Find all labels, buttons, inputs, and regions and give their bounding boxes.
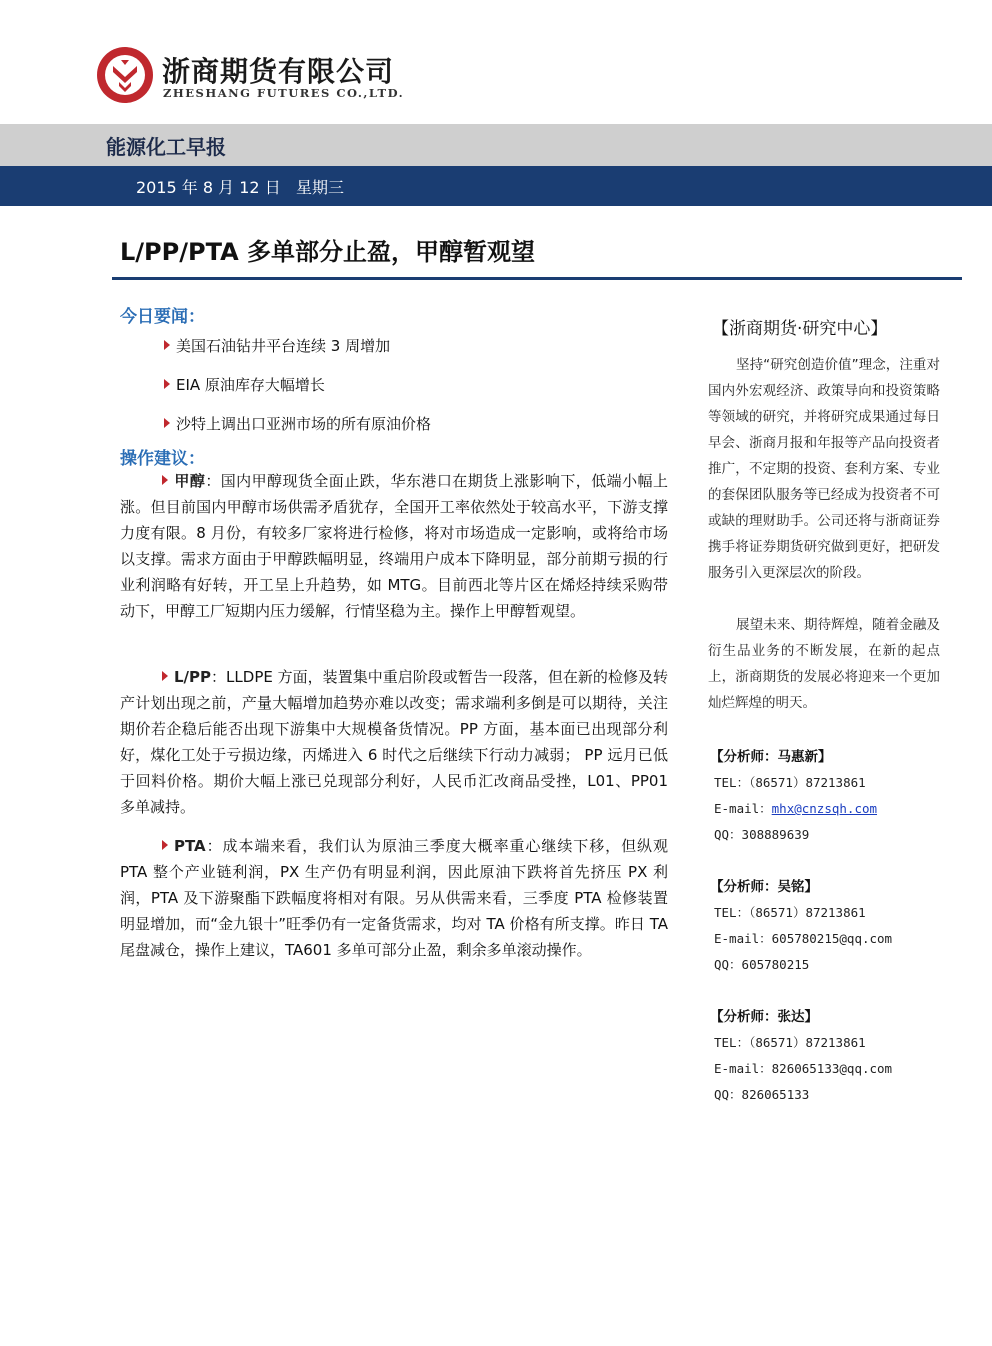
analyst-name: 【分析师：张达】 [710, 1009, 818, 1025]
company-logo-icon [96, 46, 154, 104]
news-item: 美国石油钻井平台连续 3 周增加 [164, 335, 390, 356]
analyst-email-text: 826065133@qq.com [771, 1061, 893, 1076]
analyst-email-link[interactable]: mhx@cnzsqh.com [771, 801, 878, 816]
advice-pta [120, 833, 668, 963]
company-name-en: ZHESHANG FUTURES CO.,LTD. [163, 86, 405, 100]
research-intro-paragraph: 坚持“研究创造价值”理念，注重对国内外宏观经济、政策导向和投资策略等领域的研究，并将研究成果通过每日早会、浙商月报和年报等产品向投资者推广，不定期的投资、套利方案、专业的套保团队服务等已经成为投资者不可或缺的理财助手。公司还将与浙商证券携手将证券期货研究做到更好，把研发服务引入更深层次的阶段。 [708, 357, 940, 581]
analyst-email-text: 605780215@qq.com [771, 931, 893, 946]
analyst-tel: TEL：（86571）87213861 [714, 905, 866, 920]
report-category: 能源化工早报 [106, 135, 226, 159]
advice-tag: 甲醇 [174, 472, 206, 490]
analyst-qq: QQ：308889639 [714, 827, 810, 842]
report-category-band [0, 124, 992, 166]
bullet-arrow-icon [164, 340, 170, 350]
company-name-cn: 浙商期货有限公司 [162, 55, 395, 88]
advice-tag: L/PP [174, 668, 212, 686]
report-date-band [0, 166, 992, 206]
bullet-arrow-icon [162, 671, 168, 681]
analyst-email: E-mail：mhx@cnzsqh.com [714, 801, 878, 816]
report-headline: L/PP/PTA 多单部分止盈，甲醇暂观望 [120, 238, 536, 266]
report-date: 2015 年 8 月 12 日 星期三 [136, 178, 344, 197]
analyst-tel: TEL：（86571）87213861 [714, 775, 866, 790]
bullet-arrow-icon [164, 379, 170, 389]
analyst-qq: QQ：826065133 [714, 1087, 810, 1102]
analyst-tel: TEL：（86571）87213861 [714, 1035, 866, 1050]
advice-lpp [120, 664, 668, 820]
bullet-arrow-icon [162, 840, 168, 850]
advice-section-title: 操作建议： [120, 449, 205, 469]
analyst-email: E-mail：826065133@qq.com [714, 1061, 893, 1076]
analyst-name: 【分析师：马惠新】 [710, 749, 832, 765]
advice-tag: PTA [174, 837, 206, 855]
bullet-arrow-icon [162, 475, 168, 485]
advice-text: ：成本端来看，我们认为原油三季度大概率重心继续下移，但纵观 PTA 整个产业链利润，PX 生产仍有明显利润，因此原油下跌将首先挤压 PX 利润，PTA 及下游聚酯下跌幅度将相对有限。另从供需来看，三季度 PTA 检修装置明显增加，而“金九银十”旺季仍有一定备货需求，均对 TA 价格有所支撑。昨日 TA 尾盘减仓，操作上建议，TA601 多单可部分止盈，剩余多单滚动操作。 [120, 837, 668, 959]
news-item: EIA 原油库存大幅增长 [164, 374, 325, 395]
analyst-qq: QQ：605780215 [714, 957, 810, 972]
news-item: 沙特上调出口亚洲市场的所有原油价格 [164, 413, 431, 434]
research-outlook-paragraph: 展望未来、期待辉煌，随着金融及衍生品业务的不断发展，在新的起点上，浙商期货的发展必将迎来一个更加灿烂辉煌的明天。 [708, 617, 940, 711]
research-center-title: 【浙商期货·研究中心】 [712, 319, 888, 339]
advice-text: ：LLDPE 方面，装置集中重启阶段或暂告一段落，但在新的检修及转产计划出现之前，产量大幅增加趋势亦难以改变；需求端利多倒是可以期待，关注期价若企稳后能否出现下游集中大规模备货情况。PP 方面，基本面已出现部分利好，煤化工处于亏损边缘，丙烯进入 6 时代之后继续下行动力减弱； PP 远月已低于回料价格。期价大幅上涨已兑现部分利好，人民币汇改商品受挫，L01、PP01 多单减持。 [120, 668, 668, 816]
analyst-email: E-mail：605780215@qq.com [714, 931, 893, 946]
advice-text: ：国内甲醇现货全面止跌，华东港口在期货上涨影响下，低端小幅上涨。但目前国内甲醇市场供需矛盾犹存，全国开工率依然处于较高水平，下游支撑力度有限。8 月份，有较多厂家将进行检修，将对市场造成一定影响，或将给市场以支撑。需求方面由于甲醇跌幅明显，终端用户成本下降明显，部分前期亏损的行业利润略有好转，开工呈上升趋势，如 MTG。目前西北等片区在烯烃持续采购带动下，甲醇工厂短期内压力缓解，行情坚稳为主。操作上甲醇暂观望。 [120, 472, 668, 620]
news-section-title: 今日要闻： [120, 307, 205, 327]
bullet-arrow-icon [164, 418, 170, 428]
analyst-name: 【分析师：吴铭】 [710, 879, 818, 895]
advice-methanol [120, 468, 668, 624]
headline-divider [112, 277, 962, 280]
